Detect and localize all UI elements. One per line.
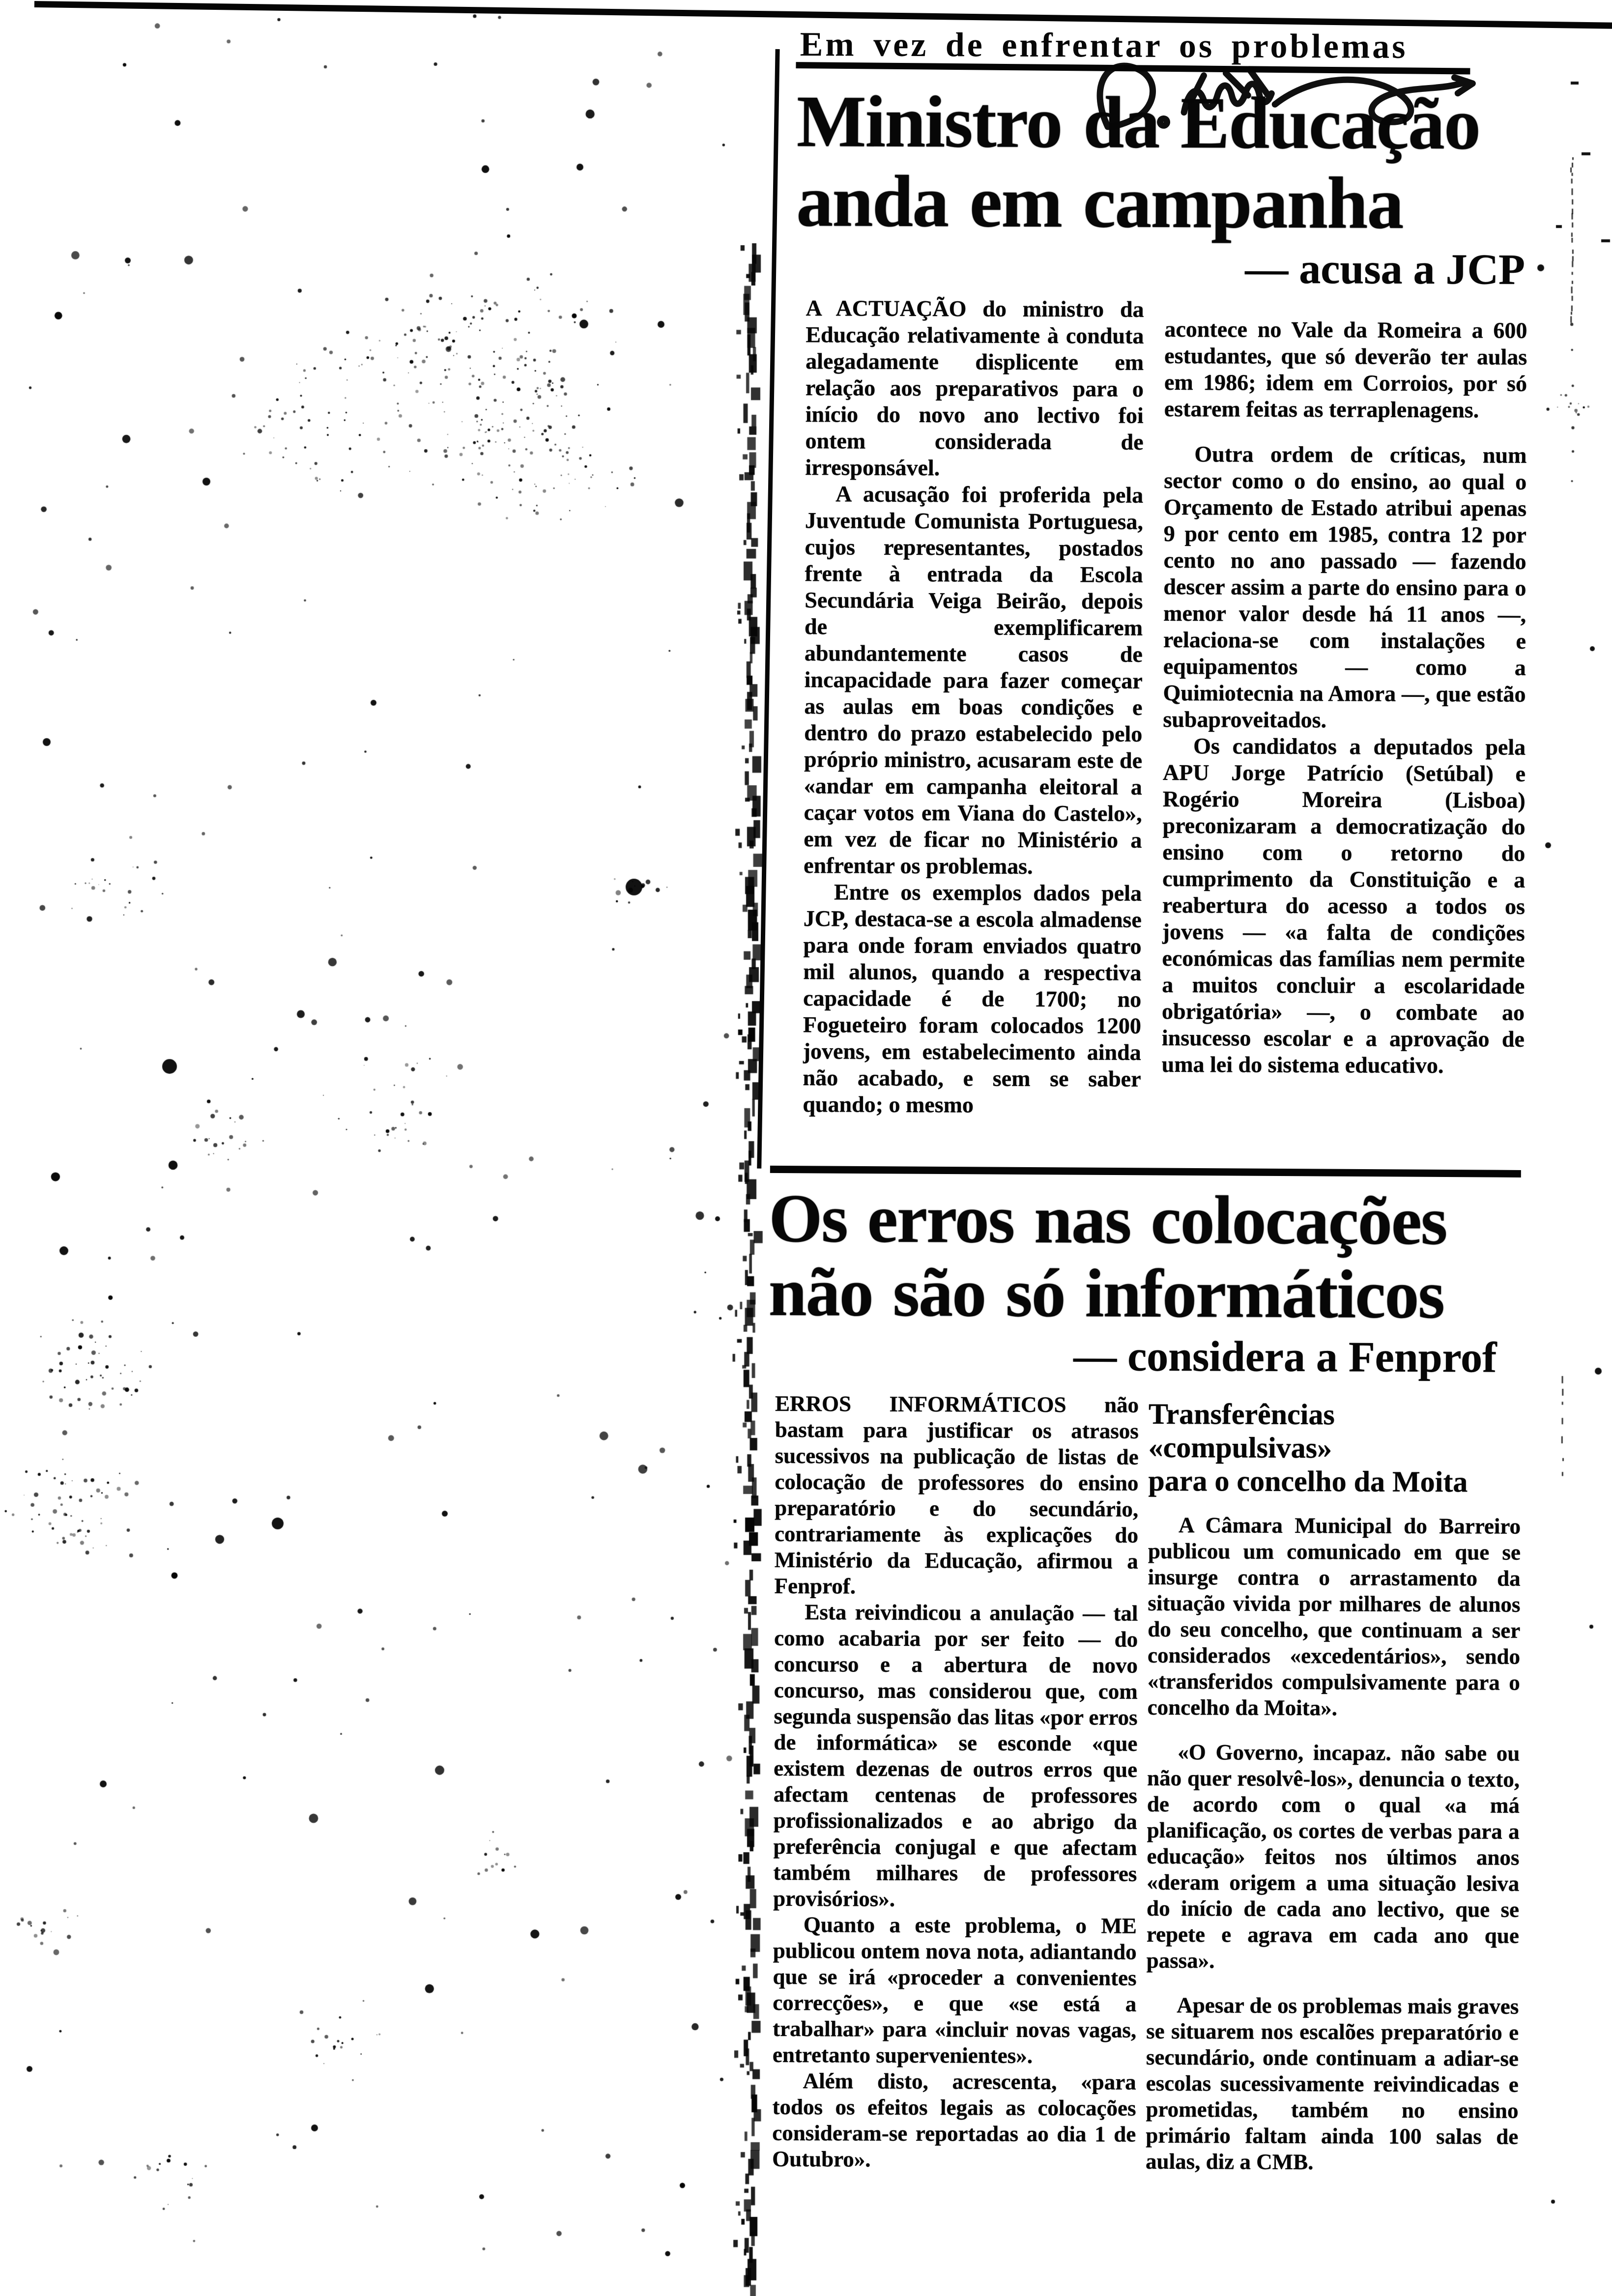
handwritten-annotation [1078, 44, 1487, 154]
article1-column1 [803, 295, 1144, 1181]
column-rule-left [757, 49, 779, 1169]
article1-byline: — acusa a JCP [1245, 245, 1526, 294]
article2-byline: — considera a Fenprof [1073, 1332, 1497, 1382]
body-paragraph: Os candidatos a deputados pela APU Jorge Patrício (Setúbal) e Rogério Moreira (Lisboa) preconizaram a democratização do ensino com o retorno do cumprimento da Constituição e a reabertura do acesso a todos os jovens — «a falta de condições económicas das famílias nem permite a muitos concluir a escolaridade obrigatória» —, o combate ao insucesso escolar e a aprovação de uma lei do sistema educativo. [1161, 733, 1526, 1078]
article1-column2 [1161, 316, 1527, 1187]
body-paragraph: Esta reivindicou a anulação — tal como acabaria por ser feito — do concurso e a abertura de novo concurso, mas considerou que, com segunda suspensão das litas «por erros de informática» se esconde «que existem dezenas de outros erros que afectam centenas de professores profissionalizados e ao abrigo da preferência conjugal e que afectam também milhares de professores provisórios». [773, 1600, 1138, 1911]
body-paragraph: Além disto, acrescenta, «para todos os efeitos legais as colocações consideram-se reportadas ao dia 1 de Outubro». [772, 2068, 1136, 2172]
article2-headline-line1: Os erros nas colocações [769, 1180, 1447, 1260]
article1-headline-line2: anda em campanha [796, 160, 1403, 244]
subhead-line: Transferências [1148, 1397, 1335, 1431]
article2-column2 [1145, 1397, 1521, 2288]
body-paragraph: Entre os exemplos dados pela JCP, destaca-se a escola almadense para onde foram enviados quatro mil alunos, quando a respectiva capacidade é de 1700; no Fogueteiro foram colocados 1200 jovens, em estabelecimento ainda não acabado, e sem se saber quando; o mesmo [803, 879, 1142, 1118]
body-paragraph: Outra ordem de críticas, num sector como o do ensino, ao qual o Orçamento de Estado atribui apenas 9 por cento em 1985, contra 12 por cento no ano passado — fazendo descer assim a parte do ensino para o menor valor desde há 11 anos —, relaciona-se com instalações e equipamentos — como a Quimiotecnia na Amora —, que estão subaproveitados. [1163, 441, 1527, 733]
article2-column1 [772, 1391, 1139, 2287]
body-paragraph: A ACTUAÇÃO do ministro da Educação relativamente à conduta alegadamente displicente em relação aos preparativos para o início do novo ano lectivo foi ontem considerada de irresponsável. [805, 295, 1144, 481]
body-paragraph: «O Governo, incapaz. não sabe ou não quer resolvê-los», denuncia o texto, de acordo com o qual «a má planificação, os cortes de verbas para a educação» feitos nos últimos anos «deram origem a uma situação lesiva do início de cada ano lectivo, que se repete e agrava em cada ano que passa». [1146, 1740, 1520, 1973]
article2-headline-line2: não são só informáticos [768, 1254, 1444, 1333]
body-paragraph: ERROS INFORMÁTICOS não bastam para justificar os atrasos sucessivos na publicação de listas de colocação de professores do ensino preparatório e do secundário, contrariamente às explicações do Ministério da Educação, afirmou a Fenprof. [774, 1391, 1139, 1599]
body-paragraph: A Câmara Municipal do Barreiro publicou um comunicado em que se insurge contra o arrastamento da situação vivida por milhares de alunos do seu concelho, que continuam a ser considerados «excedentários», sendo «transferidos compulsivamente para o concelho da Moita». [1147, 1513, 1521, 1721]
body-paragraph: Quanto a este problema, o ME publicou ontem nova nota, adiantando que se irá «proceder a convenientes correcções», e que «se está a trabalhar» para «incluir novas vagas, entretanto supervenientes». [772, 1912, 1137, 2068]
article1-headline-line1: Ministro da Educação [796, 81, 1480, 165]
subhead-line: para o concelho da Moita [1148, 1464, 1468, 1498]
body-paragraph: Apesar de os problemas mais graves se situarem nos escalões preparatório e secundário, onde continuam a adiar-se escolas sucessivamente reivindicadas e prometidas, também no ensino primário faltam ainda 100 salas de aulas, diz a CMB. [1146, 1993, 1519, 2175]
body-paragraph: acontece no Vale da Romeira a 600 estudantes, que só deverão ter aulas em 1986; idem em Corroios, por só estarem feitas as terraplenagens. [1164, 316, 1527, 423]
article2-subhead [1148, 1397, 1521, 1499]
article2-column2-body [1146, 1512, 1521, 2176]
article1-kicker: Em vez de enfrentar os problemas [800, 26, 1408, 66]
body-paragraph: A acusação foi proferida pela Juventude Comunista Portuguesa, cujos representantes, postados frente à entrada da Escola Secundária Veiga Beirão, depois de exemplificarem abundantemente casos de incapacidade para fazer começar as aulas em boas condições e dentro do prazo estabelecido pelo próprio ministro, acusaram este de «andar em campanha eleitoral a caçar votos em Viana do Castelo», em vez de ficar no Ministério a enfrentar os problemas. [804, 481, 1144, 879]
subhead-line: «compulsivas» [1148, 1431, 1332, 1464]
